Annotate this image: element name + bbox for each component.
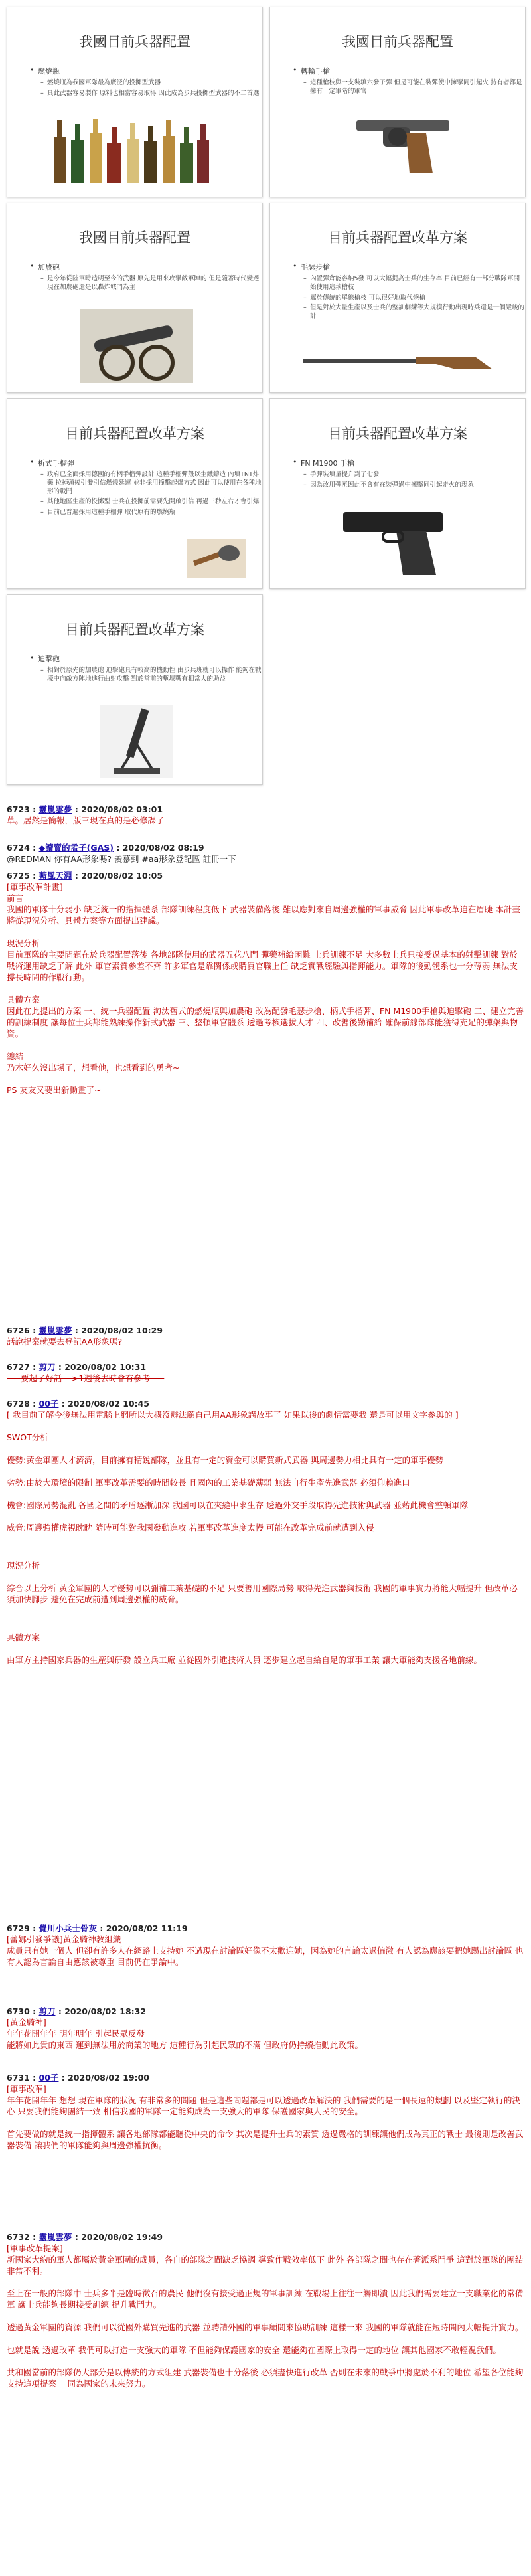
slide-sub: – 燃燒瓶為我國軍隊最為廣泛的投擲型武器 [47,79,262,88]
post-number: 6732 [7,2232,30,2242]
post-date: 2020/08/02 19:49 [81,2232,163,2242]
post-6730: 6730 : 剪刀 : 2020/08/02 18:32 [黃金騎神] 年年花開年年 明年明年 引起民眾反發 能將如此貴的東西 運到無法用於商業的地方 這種行為引起民眾的不滿 但政府仍持續推動此政策。 [7,2006,524,2062]
post-body [7,815,524,826]
slide-sub: – 政府已全面採用德國的有柄手榴彈設計 這種手榴彈殼以生鐵鑄造 內填TNT炸藥 拉掉頭後引發引信燃燒延遲 並非採用撞擊起爆方式 因此可以使用在各種地形的戰鬥 [47,471,262,496]
post-date: 2020/08/02 19:00 [68,2073,149,2083]
post-line: 具體方案 [7,1632,40,1642]
post-line: 現況分析 [7,1561,40,1571]
post-body [7,853,524,865]
post-author[interactable]: 靈嵐雲夢 [38,1326,72,1335]
post-6725: 6725 : 藍風天淵 : 2020/08/02 10:05 [軍事改革計畫] 前言 我國的軍隊十分弱小 缺乏統一的指揮體系 部隊訓練程度低下 武器裝備落後 難以應對來自周邊強權的軍事威脅 因此軍事改革迫在眉睫 本計畫將從現況分析、具體方案等方面提出建議。 現況分析 目前軍隊的主要問題在於兵器配置落後 各地部隊使用的武器五花八門 彈藥補給困難 士兵訓練不足 大多數士兵只接受過基本的射擊訓練 對於戰術運用缺乏了解 此外 軍官素質參差不齊 許多軍官是靠關係或購買官職上任 缺乏實戰經驗與指揮能力。軍隊的後勤體系也十分薄弱 無法支撐長時間的作戰行動。 具體方案 因此在此提出的方案 一、統一兵器配置 淘汰舊式的燃燒瓶與加農砲 改為配發毛瑟步槍、柄式手榴彈、FN M1900手槍與迫擊砲 二、建立完善的訓練制度 讓每位士兵都能熟練操作新式武器 三、整頓軍官體系 透過考核選拔人才 四、改善後勤補給 確保前線部隊能獲得充足的彈藥與物資。 總結 乃木好久沒出場了，想看他，也想看到的勇者~ PS 友友又要出新動畫了~ [7,871,524,1095]
post-line: 新國家大約的軍人都屬於黃金軍團的成員，各自的部隊之間缺乏協調 導致作戰效率低下 此外 各部隊之間也存在著派系鬥爭 這對於軍隊的團結非常不利。 [7,2255,524,2276]
slide-bullet: 轉輪手槍 [301,67,330,76]
post-6727: 6727 : 剪刀 : 2020/08/02 10:31 ~~要起了好話~ >1週後去時會有參考~~ [7,1361,524,1395]
slide-bullet: 迫擊砲 [38,655,60,663]
post-6729: 6729 : 覺川小兵士骨灰 : 2020/08/02 11:19 [蕾娜引發爭議]黃金騎神教組織 成員只有她一個人 但卻有許多人在網路上支持她 不過現在討論區好像不太歡迎她，因為她的言論太過偏激 有人認為應該要把她踢出討論區 也有人認為言論自由應該被尊重 目前仍在爭論中。 [7,1923,524,1967]
post-line: 年年花開年年 明年明年 引起民眾反發 [7,2029,145,2039]
post-author[interactable]: 靈嵐雲夢 [38,804,72,814]
slide-title: 目前兵器配置改革方案 [65,622,204,638]
post-author[interactable]: 剪刀 [38,1362,56,1372]
post-author[interactable]: ◆讀賣的孟子(GAS) [38,843,114,853]
post-body [7,2243,524,2389]
post-line: @REDMAN 你有AA形象嗎? 羨慕到 #aa形象登記區 註冊一下 [7,854,236,864]
slide-sub: – 相對於原先的加農砲 迫擊砲具有較高的機動性 由步兵班就可以操作 能夠在戰壕中向敵方陣地進行曲射攻擊 對於當前的塹壕戰有相當大的助益 [47,667,262,684]
post-author[interactable]: 藍風天淵 [38,871,72,881]
post-line: 乃木好久沒出場了，想看他，也想看到的勇者~ [7,1063,180,1073]
slide-title: 目前兵器配置改革方案 [328,426,467,442]
post-number: 6730 [7,2006,30,2016]
post-line: 因此在此提出的方案 一、統一兵器配置 淘汰舊式的燃燒瓶與加農砲 改為配發毛瑟步槍、柄式手榴彈、FN M1900手槍與迫擊砲 二、建立完善的訓練制度 讓每位士兵都能熟練操作新式武器 三、整頓軍官體系 透過考核選拔人才 四、改善後勤補給 確保前線部隊能獲得充足的彈藥與物資。 [7,1006,524,1039]
post-number: 6729 [7,1923,30,1933]
bottles-image [47,114,213,187]
slide-sub: – 具此武器容易製作 原料也相當容易取得 因此成為步兵投擲型武器的不二首選 [47,90,262,98]
post-line: 綜合以上分析 黃金軍團的人才優勢可以彌補工業基礎的不足 只要善用國際局勢 取得先進武器與技術 我國的軍事實力將能大幅提升 但改革必須加快腳步 避免在完成前遭到周邊強權的威脅。 [7,1583,518,1604]
slide-sub: – 但是對於大量生產以及士兵的整訓劇練等大規模行動出現時兵還是一個嚴峻的計 [310,304,525,321]
post-body [7,881,524,1096]
post-body [7,2017,524,2051]
revolver-image [343,107,463,180]
post-number: 6723 [7,804,30,814]
post-line: 優勢:黃金軍團人才濟濟，目前擁有精銳部隊，並且有一定的資金可以購買新式武器 與周邊勢力相比具有一定的軍事優勢 [7,1455,444,1465]
rifle-image [303,349,496,376]
post-line: 由軍方主持國家兵器的生產與研發 設立兵工廠 並從國外引進技術人員 逐步建立起自給自足的軍事工業 讓大軍能夠支援各地前線。 [7,1655,482,1665]
post-date: 2020/08/02 10:45 [68,1399,149,1409]
post-6724: 6724 : ◆讀賣的孟子(GAS) : 2020/08/02 08:19 @REDMAN 你有AA形象嗎? 羨慕到 #aa形象登記區 註冊一下 [7,842,524,876]
slide-5[interactable] [7,398,263,589]
slide-thumbnails [0,0,531,800]
post-body [7,1934,524,1968]
post-6726: 6726 : 靈嵐雲夢 : 2020/08/02 10:29 話說提案就要去登記AA形象嗎? [7,1325,524,1359]
grenade-image [187,539,246,578]
post-body [7,1409,524,1666]
post-6728: 6728 : 00子 : 2020/08/02 10:45 [ 我目前了解今後無法用電腦上網所以大概沒辦法顧自己用AA形象講故事了 如果以後的劇情需要我 還是可以用文字參與的 ] SWOT分析 優勢:黃金軍團人才濟濟，目前擁有精銳部隊，並且有一定的資金可以購買新式武器 與周邊勢力相比具有一定的軍事優勢 劣勢:由於大環境的限制 軍事改革需要的時間較長 且國內的工業基礎薄弱 無法自行生產先進武器 必須仰賴進口 機會:國際局勢混亂 各國之間的矛盾逐漸加深 我國可以在夾縫中求生存 透過外交手段取得先進技術與武器 並藉此機會整頓軍隊 威脅:周邊強權虎視眈眈 隨時可能對我國發動進攻 若軍事改革進度太慢 可能在改革完成前就遭到入侵 現況分析 綜合以上分析 黃金軍團的人才優勢可以彌補工業基礎的不足 只要善用國際局勢 取得先進武器與技術 我國的軍事實力將能大幅提升 但改革必須加快腳步 避免在完成前遭到周邊強權的威脅。 具體方案 由軍方主持國家兵器的生產與研發 設立兵工廠 並從國外引進技術人員 逐步建立起自給自足的軍事工業 讓大軍能夠支援各地前線。 [7,1398,524,1677]
post-number: 6725 [7,871,30,881]
slide-6[interactable] [269,398,526,589]
post-line: 也就是說 透過改革 我們可以打造一支強大的軍隊 不但能夠保護國家的安全 還能夠在國際上取得一定的地位 讓其他國家不敢輕視我們。 [7,2345,501,2355]
slide-sub: – 屬於傳統的單線槍枝 可以很好地取代燒槍 [310,294,525,303]
post-number: 6728 [7,1399,30,1409]
post-line: [ 我目前了解今後無法用電腦上網所以大概沒辦法顧自己用AA形象講故事了 如果以後的劇情需要我 還是可以用文字參與的 ] [7,1410,459,1420]
cannon-image [80,309,193,383]
post-body [7,1373,524,1384]
post-6723: 6723 : 靈嵐雲夢 : 2020/08/02 03:01 草。居然是簡報，版三現在真的是必修課了 [7,804,524,837]
post-line: 機會:國際局勢混亂 各國之間的矛盾逐漸加深 我國可以在夾縫中求生存 透過外交手段取得先進技術與武器 並藉此機會整頓軍隊 [7,1500,469,1510]
mortar-image [100,705,173,778]
post-date: 2020/08/02 10:31 [64,1362,147,1372]
slide-sub: – 內置彈倉能容納5發 可以大幅提高士兵的生存率 目前已經有一部分戰隊軍開始使用這款槍枝 [310,275,525,292]
post-tag: [軍事改革提案] [7,2243,63,2253]
post-line: 現況分析 [7,938,40,948]
post-line: 共和國當前的部隊仍大部分是以傳統的方式組建 武器裝備也十分落後 必須盡快進行改革 否則在未來的戰爭中將處於不利的地位 希望各位能夠支持這項提案 一同為國家的未來努力。 [7,2367,524,2389]
post-date: 2020/08/02 10:29 [81,1326,163,1335]
post-line: 具體方案 [7,995,40,1005]
post-line: 成員只有她一個人 但卻有許多人在網路上支持她 不過現在討論區好像不太歡迎她，因為她的言論太過偏激 有人認為應該要把她踢出討論區 也有人認為言論自由應該被尊重 目前仍在爭論中。 [7,1946,524,1967]
slide-3[interactable] [7,203,263,393]
post-author[interactable]: 剪刀 [38,2006,56,2016]
post-line: 前言 [7,893,24,903]
post-line: 總結 [7,1051,24,1061]
post-line: 話說提案就要去登記AA形象嗎? [7,1337,123,1347]
slide-title: 我國目前兵器配置 [342,34,453,50]
post-line: 至上在一般的部隊中 士兵多半是臨時徵召的農民 他們沒有接受過正規的軍事訓練 在戰場上往往一觸即潰 因此我們需要建立一支職業化的常備軍 讓士兵能夠長期接受訓練 提升戰鬥力。 [7,2288,524,2310]
slide-bullet: FN M1900 手槍 [301,459,355,468]
slide-sub: – 這種槍枝與一支裝填六發子彈 但是可能在裝彈使中擁擊同引起火 持有者都是擁有一定軍階的軍官 [310,79,525,96]
slide-1[interactable] [7,7,263,197]
slide-title: 目前兵器配置改革方案 [65,426,204,442]
post-number: 6727 [7,1362,30,1372]
post-date: 2020/08/02 18:32 [64,2006,147,2016]
slide-title: 我國目前兵器配置 [79,34,190,50]
post-tag: [蕾娜引發爭議]黃金騎神教組織 [7,1934,121,1944]
slide-title: 我國目前兵器配置 [79,230,190,246]
post-number: 6726 [7,1326,30,1335]
pistol-image [337,499,456,578]
post-tag: [軍事改革] [7,2084,46,2094]
slide-2[interactable] [269,7,526,197]
post-author[interactable]: 靈嵐雲夢 [38,2232,72,2242]
slide-sub: – 是今年從陸軍時造明至今的武器 原先是用來攻擊敵軍陣的 但是隨著時代變遷 現在加農砲還是以轟炸城門為主 [47,275,262,292]
post-number: 6724 [7,843,30,853]
slide-title: 目前兵器配置改革方案 [328,230,467,246]
slide-4[interactable] [269,203,526,393]
post-line: ~~要起了好話~ >1週後去時會有參考~~ [7,1373,165,1383]
slide-bullet: 加農砲 [38,263,60,272]
slide-bullet: 析式手榴彈 [38,459,74,468]
slide-sub: – 目前已普遍採用這種手榴彈 取代原有的燃燒瓶 [47,509,262,517]
post-line: SWOT分析 [7,1432,48,1442]
post-author[interactable]: 00子 [38,1399,59,1409]
slide-bullet: 燃燒瓶 [38,67,60,76]
slide-sub: – 因為改用彈匣因此不會有在裝彈過中擁擊同引起走火的現象 [310,481,525,490]
post-line: 能將如此貴的東西 運到無法用於商業的地方 這種行為引起民眾的不滿 但政府仍持續推動此政策。 [7,2040,363,2050]
post-number: 6731 [7,2073,30,2083]
post-line: 草。居然是簡報，版三現在真的是必修課了 [7,816,165,825]
post-line: 首先要做的就是統一指揮體系 讓各地部隊都能聽從中央的命令 其次是提升士兵的素質 透過嚴格的訓練讓他們成為真正的戰士 最後則是改善武器裝備 讓我們的軍隊能夠與周邊強權抗衡。 [7,2129,524,2150]
post-line: 透過黃金軍團的資源 我們可以從國外購買先進的武器 並聘請外國的軍事顧問來協助訓練 這樣一來 我國的軍隊就能在短時間內大幅提升實力。 [7,2322,524,2332]
post-line: 我國的軍隊十分弱小 缺乏統一的指揮體系 部隊訓練程度低下 武器裝備落後 難以應對來自周邊強權的軍事威脅 因此軍事改革迫在眉睫 本計畫將從現況分析、具體方案等方面提出建議。 [7,904,520,926]
post-body [7,1336,524,1347]
post-6731: 6731 : 00子 : 2020/08/02 19:00 [軍事改革] 年年花開年年 想想 現在軍隊的狀況 有非常多的問題 但是這些問題都是可以透過改革解決的 我們需要的是一個長遠的規劃 以及堅定執行的決心 只要我們能夠團結一致 相信我國的軍隊一定能夠成為一支強大的軍隊 保護國家與人民的安全。 首先要做的就是統一指揮體系 讓各地部隊都能聽從中央的命令 其次是提升士兵的素質 透過嚴格的訓練讓他們成為真正的戰士 最後則是改善武器裝備 讓我們的軍隊能夠與周邊強權抗衡。 [7,2073,524,2150]
post-author[interactable]: 覺川小兵士骨灰 [38,1923,98,1933]
post-tag: [黃金騎神] [7,2018,46,2027]
slide-bullet: 毛瑟步槍 [301,263,330,272]
post-6732: 6732 : 靈嵐雲夢 : 2020/08/02 19:49 [軍事改革提案] 新國家大約的軍人都屬於黃金軍團的成員，各自的部隊之間缺乏協調 導致作戰效率低下 此外 各部隊之間也存在著派系鬥爭 這對於軍隊的團結非常不利。 至上在一般的部隊中 士兵多半是臨時徵召的農民 他們沒有接受過正規的軍事訓練 在戰場上往往一觸即潰 因此我們需要建立一支職業化的常備軍 讓士兵能夠長期接受訓練 提升戰鬥力。 透過黃金軍團的資源 我們可以從國外購買先進的武器 並聘請外國的軍事顧問來協助訓練 這樣一來 我國的軍隊就能在短時間內大幅提升實力。 也就是說 透過改革 我們可以打造一支強大的軍隊 不但能夠保護國家的安全 還能夠在國際上取得一定的地位 讓其他國家不敢輕視我們。 共和國當前的部隊仍大部分是以傳統的方式組建 武器裝備也十分落後 必須盡快進行改革 否則在未來的戰爭中將處於不利的地位 希望各位能夠支持這項提案 一同為國家的未來努力。 [7,2232,524,2389]
slide-7[interactable] [7,594,263,785]
slide-sub: – 手彈裝填量提升到了七發 [310,471,525,479]
post-date: 2020/08/02 10:05 [81,871,163,881]
slide-sub: – 其他地區生產的投擲型 士兵在投擲前需要先開啟引信 再過三秒左右才會引爆 [47,498,262,507]
post-body [7,2083,524,2151]
post-line: 目前軍隊的主要問題在於兵器配置落後 各地部隊使用的武器五花八門 彈藥補給困難 士兵訓練不足 大多數士兵只接受過基本的射擊訓練 對於戰術運用缺乏了解 此外 軍官素質參差不齊 許多軍官是靠關係或購買官職上任 缺乏實戰經驗與指揮能力。軍隊的後勤體系也十分薄弱 無法支撐長時間的作戰行動。 [7,950,518,982]
post-date: 2020/08/02 03:01 [81,804,163,814]
post-date: 2020/08/02 08:19 [122,843,204,853]
post-date: 2020/08/02 11:19 [106,1923,188,1933]
post-tag: [軍事改革計畫] [7,882,63,892]
post-author[interactable]: 00子 [38,2073,59,2083]
post-line: PS 友友又要出新動畫了~ [7,1085,102,1095]
post-line: 年年花開年年 想想 現在軍隊的狀況 有非常多的問題 但是這些問題都是可以透過改革解決的 我們需要的是一個長遠的規劃 以及堅定執行的決心 只要我們能夠團結一致 相信我國的軍隊一定能夠成為一支強大的軍隊 保護國家與人民的安全。 [7,2095,520,2116]
post-line: 劣勢:由於大環境的限制 軍事改革需要的時間較長 且國內的工業基礎薄弱 無法自行生產先進武器 必須仰賴進口 [7,1478,410,1488]
post-line: 威脅:周邊強權虎視眈眈 隨時可能對我國發動進攻 若軍事改革進度太慢 可能在改革完成前就遭到入侵 [7,1523,374,1533]
